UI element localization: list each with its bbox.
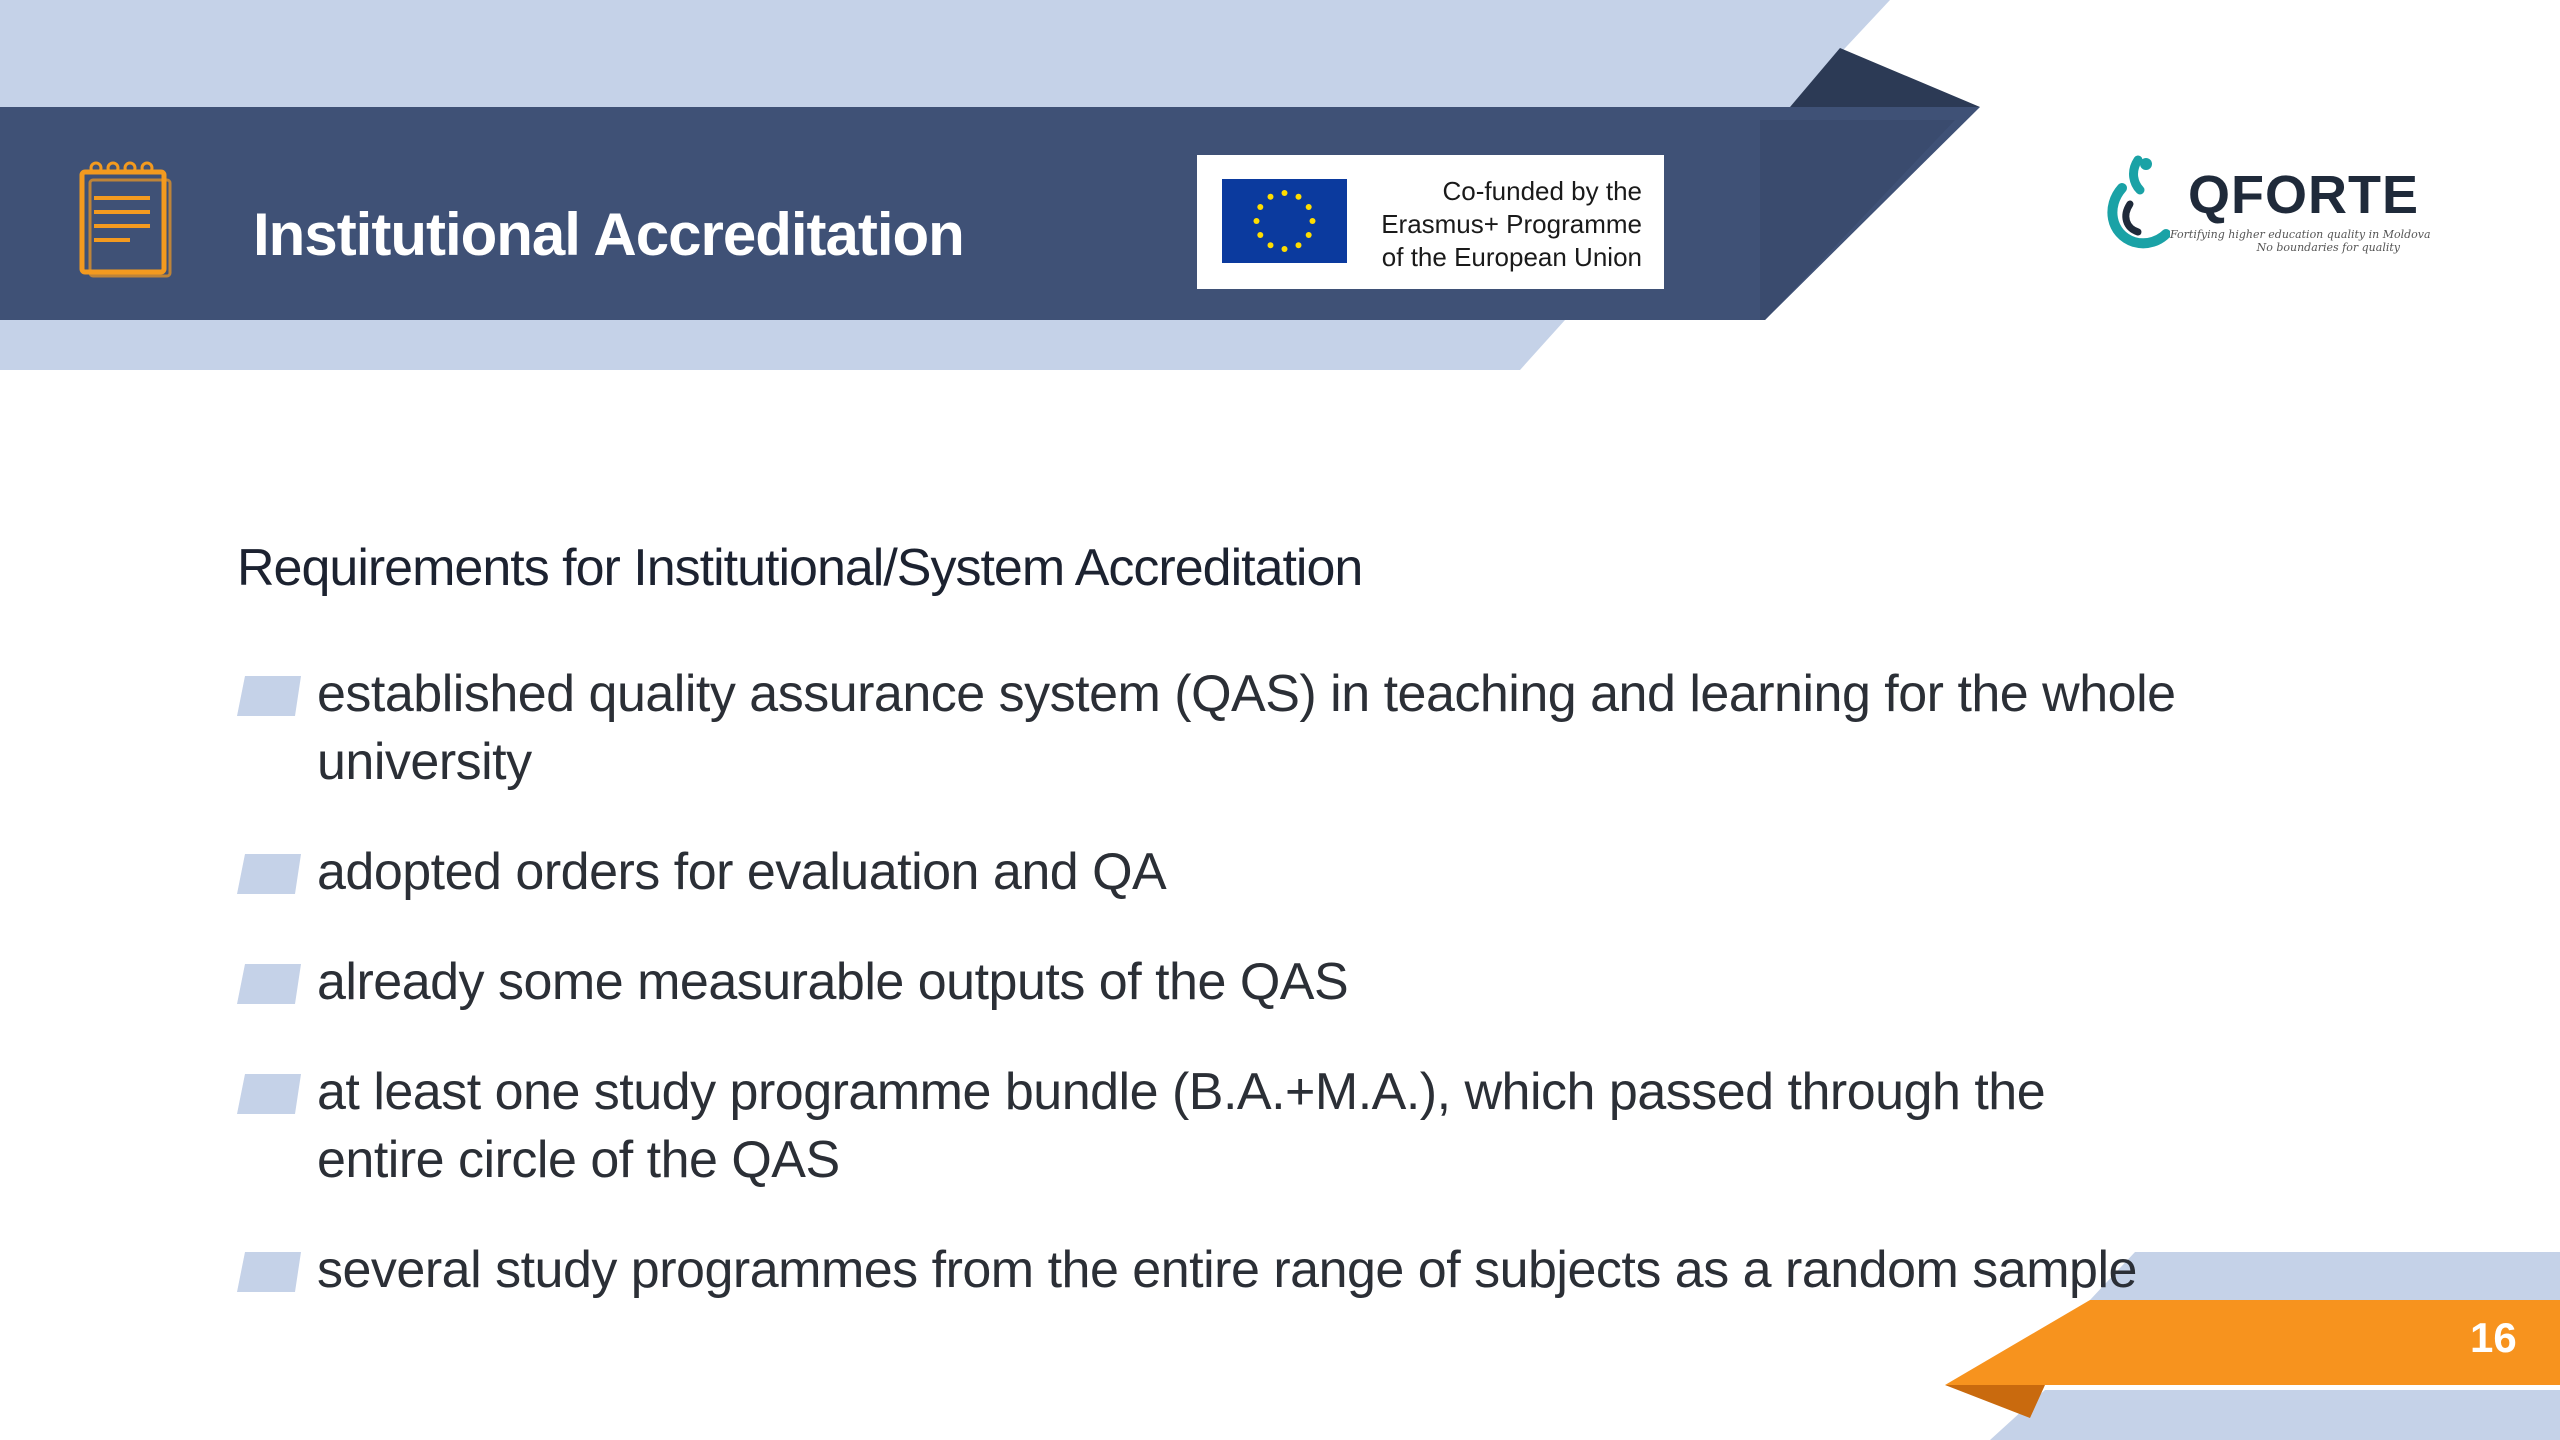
qforte-tagline-line-2: No boundaries for quality — [2256, 241, 2400, 254]
eu-badge-line-1: Co-funded by the — [1442, 176, 1642, 206]
header-under-band — [0, 320, 1565, 370]
list-item-text: already some measurable outputs of the QAS — [317, 953, 1349, 1011]
list-item-text: several study programmes from the entire range of subjects as a random sample — [317, 1241, 2137, 1299]
list-item-text: established quality assurance system (QAS) in teaching and learning for the whole university — [317, 665, 2176, 791]
requirements-list — [237, 660, 2177, 1346]
list-item-text: adopted orders for evaluation and QA — [317, 843, 1167, 901]
qforte-logo — [2100, 150, 2431, 260]
list-item — [237, 1058, 2177, 1194]
eu-badge-text — [1352, 175, 1642, 274]
section-subtitle: Requirements for Institutional/System Accreditation — [237, 539, 1363, 597]
eu-flag-icon — [1222, 179, 1347, 263]
list-item — [237, 838, 2177, 906]
qforte-tagline — [2170, 228, 2431, 254]
list-item — [237, 948, 2177, 1016]
list-item — [237, 660, 2177, 796]
slide-title: Institutional Accreditation — [253, 201, 964, 268]
page-number: 16 — [2470, 1314, 2517, 1361]
qforte-wordmark: QFORTE — [2188, 165, 2419, 225]
qforte-logo-mark-icon — [2100, 154, 2170, 254]
header-inner-shade — [1760, 120, 1955, 320]
eu-badge-line-3: of the European Union — [1381, 242, 1642, 272]
list-item-text: at least one study programme bundle (B.A.+M.A.), which passed through the entire circle of the QAS — [317, 1063, 2046, 1189]
footer-orange-shadow — [1945, 1385, 2045, 1418]
bullet-marker-icon — [237, 964, 301, 1004]
top-light-band — [0, 0, 1890, 107]
bullet-marker-icon — [237, 1074, 301, 1114]
notepad-icon — [78, 158, 172, 278]
footer-light-band-bottom — [1990, 1390, 2560, 1440]
bullet-marker-icon — [237, 676, 301, 716]
qforte-tagline-line-1: Fortifying higher education quality in Moldova — [2170, 228, 2431, 241]
eu-cofunded-badge — [1197, 155, 1664, 289]
bullet-marker-icon — [237, 854, 301, 894]
eu-badge-line-2: Erasmus+ Programme — [1381, 209, 1642, 239]
list-item — [237, 1236, 2177, 1304]
bullet-marker-icon — [237, 1252, 301, 1292]
